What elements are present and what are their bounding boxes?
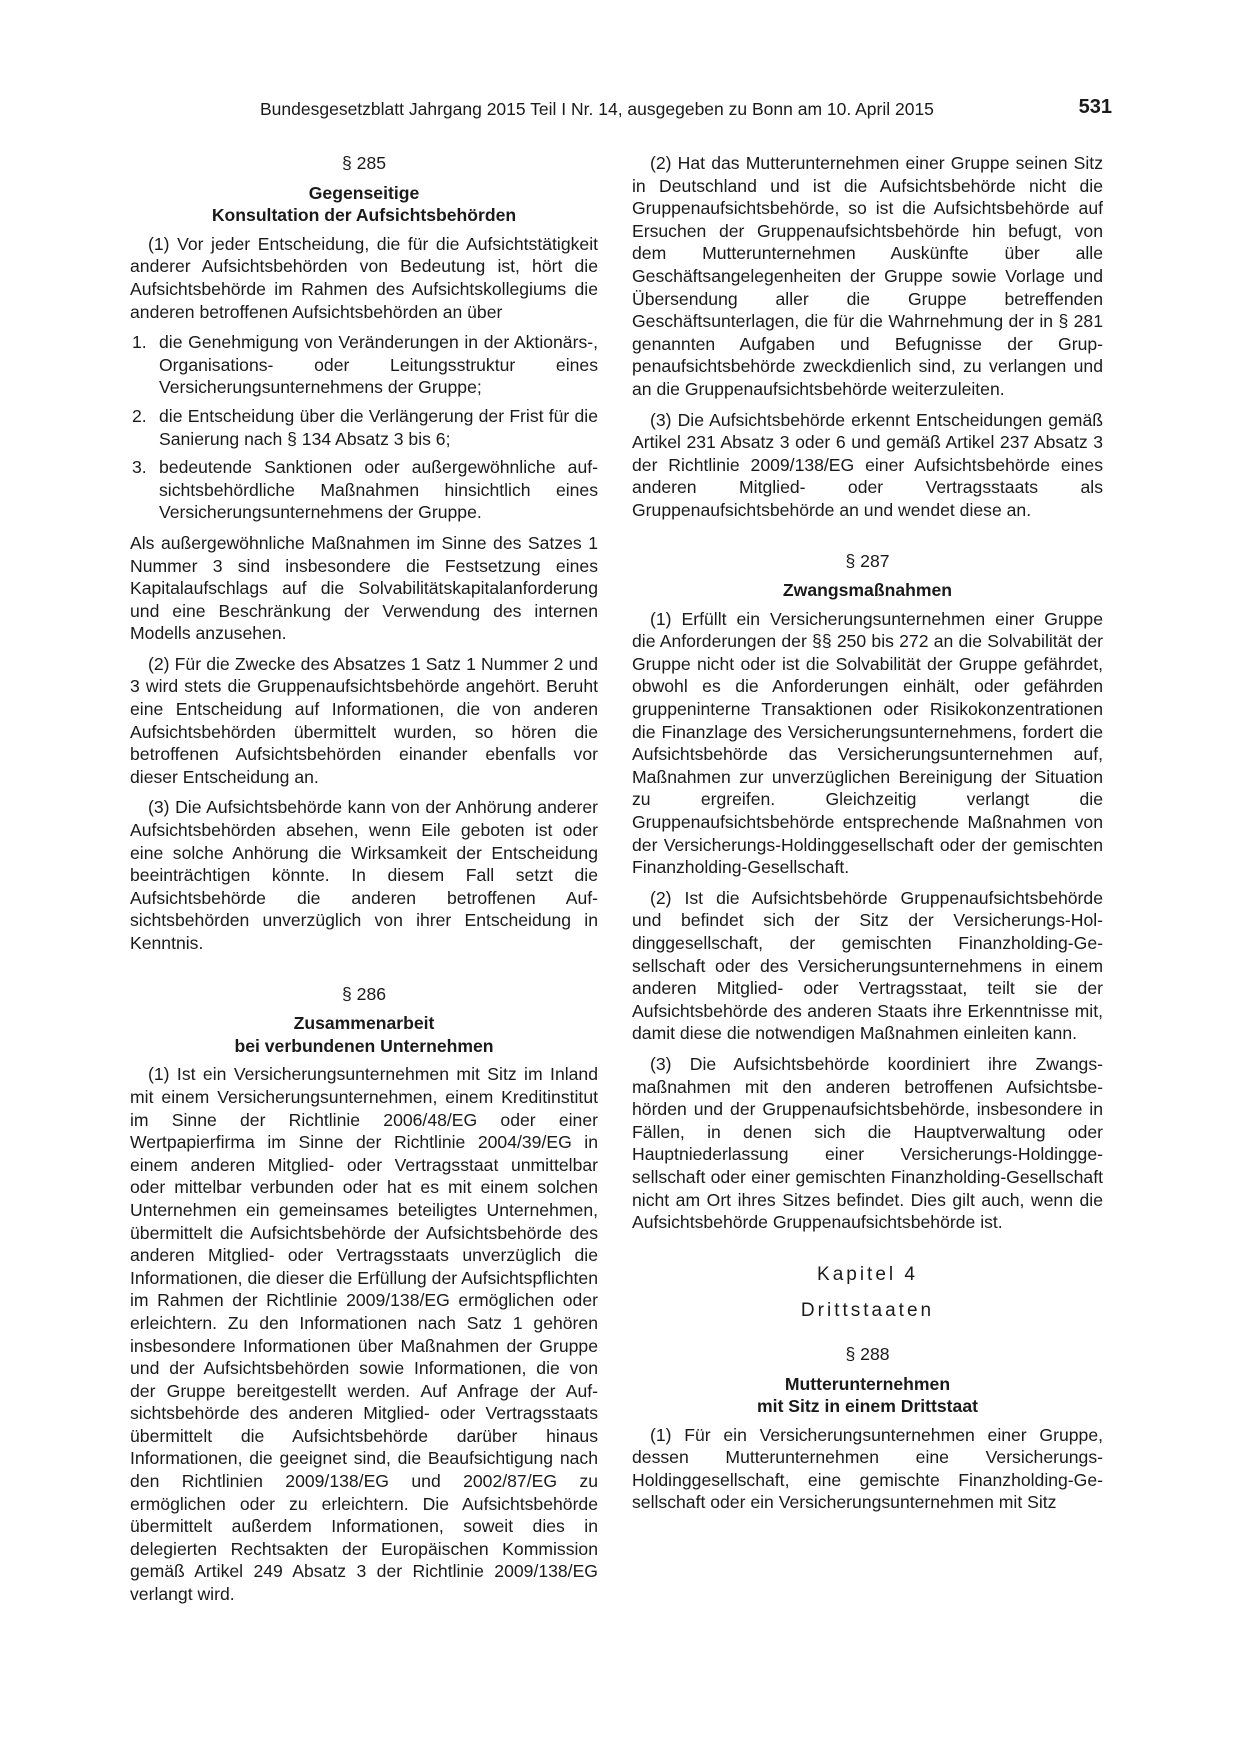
section-title-288-line2: mit Sitz in einem Drittstaat: [757, 1396, 978, 1417]
list-item-number: 1.: [132, 332, 147, 353]
paragraph-286-1: (1) Ist ein Versicherungsunternehmen mit Sitz im Inland mit einem Versicherungsunternehmen, einem Kreditinstitut im Sinne der Richtlinie 2006/48/EG oder einer Wertpapierfirma im Sinne der Richtlinie 2004/39/EG in einem anderen Mitglied- oder Vertragsstaat unmittelbar oder mittelbar verbunden oder hat es mit einem solchen Unternehmen ein gemeinsames beteiligtes Unternehmen, übermittelt die Aufsichtsbehörde der Aufsichtsbehörde des anderen Mitglied- oder Vertragsstaats unverzüglich die Informationen, die dieser die Erfüllung der Aufsichtspflichten im Rahmen der Richtlinie 2009/138/EG ermöglichen oder erleichtern. Zu den Informationen nach Satz 1 gehören insbesondere Informationen über Maßnahmen der Gruppe und der Aufsichtsbehörden sowie Informationen, die von der Gruppe bereitgestellt werden. Auf Anfrage der Aufsichtsbehörde des anderen Mitglied- oder Vertragsstaats übermittelt die Aufsichtsbehörde darüber hinaus Informationen, die geeignet sind, die Beaufsichtigung nach den Richtlinien 2009/138/EG und 2002/87/EG zu ermöglichen oder zu erleichtern. Die Aufsichtsbehörde übermittelt außerdem Informationen, soweit dies in delegierten Rechtsakten der Europäischen Kommission gemäß Artikel 249 Absatz 3 der Richtlinie 2009/138/EG verlangt wird.: [130, 1064, 598, 1605]
section-title-288-line1: Mutterunternehmen: [784, 1373, 951, 1394]
chapter-title: Drittstaaten: [800, 1300, 935, 1322]
section-title-285-line2: Konsultation der Aufsichtsbehörden: [211, 205, 517, 226]
list-item: [130, 456, 598, 524]
section-title-288: [632, 1373, 1103, 1418]
left-column: [130, 152, 598, 1614]
section-number-286: § 286: [341, 983, 387, 1004]
running-title: Bundesgesetzblatt Jahrgang 2015 Teil I Nr. 14, ausgegeben zu Bonn am 10. April 2015: [260, 99, 934, 119]
chapter-label: Kapitel 4: [817, 1263, 918, 1285]
section-title-285: [130, 182, 598, 227]
section-title-287: Zwangsmaßnahmen: [782, 580, 953, 601]
list-item-text: die Entscheidung über die Verlängerung der Frist für die Sanierung nach § 134 Absatz 3 bis 6;: [159, 405, 598, 449]
page-number: 531: [1078, 96, 1112, 118]
paragraph-286-2: (2) Hat das Mutterunternehmen einer Gruppe seinen Sitz in Deutschland und ist die Aufsichtsbehörde nicht die Gruppenaufsichtsbehörde, so ist die Aufsichtsbehörde auf Ersuchen der Gruppenaufsichtsbehörde hin befugt, von dem Mutterunternehmen Auskünfte über alle Geschäftsangelegenheiten der Gruppe sowie Vorlage und Übersendung aller die Gruppe betreffenden Geschäftsunterlagen, die für die Wahrnehmung der in § 281 genannten Aufgaben und Befugnisse der Gruppenaufsichtsbehörde zweckdienlich sind, zu verlangen und an die Gruppenaufsichtsbehörde weiterzuleiten.: [632, 153, 1103, 399]
paragraph-287-1: (1) Erfüllt ein Versicherungsunternehmen einer Gruppe die Anforderungen der §§ 250 bis 272 an die Solvabilität der Gruppe nicht oder ist die Solvabilität der Gruppe gefährdet, obwohl es die Anforderungen einhält, oder gefährden gruppeninterne Transaktionen oder Risikokonzentrationen die Finanzlage des Versicherungsunternehmens, fordert die Aufsichtsbehörde das Versicherungsunternehmen auf, Maßnahmen zur unverzüglichen Bereinigung der Situation zu ergreifen. Gleichzeitig verlangt die Gruppenaufsichtsbehörde entsprechende Maßnahmen von der Versicherungs-Holdinggesellschaft oder der gemischten Finanzholding-Gesellschaft.: [632, 608, 1103, 878]
section-title-286-line2: bei verbundenen Unternehmen: [234, 1035, 494, 1056]
list-item-number: 2.: [132, 405, 147, 426]
list-285: [130, 331, 598, 524]
running-header: [260, 96, 1112, 125]
paragraph-285-3: (3) Die Aufsichtsbehörde kann von der Anhörung anderer Aufsichtsbehörden absehen, wenn Eile geboten ist oder eine solche Anhörung die Wirksamkeit der Entscheidung beeinträchtigen könnte. In diesem Fall setzt die Aufsichtsbehörde die anderen betroffenen Aufsichtsbehörden unverzüglich von ihrer Entscheidung in Kenntnis.: [130, 797, 598, 953]
paragraph-285-1-cont: Als außergewöhnliche Maßnahmen im Sinne des Satzes 1 Nummer 3 sind insbesondere die Festsetzung eines Kapitalaufschlags auf die Solvabilitätskapitalanforderung und eine Beschränkung der Verwendung des internen Modells anzusehen.: [130, 532, 598, 644]
paragraph-287-2: (2) Ist die Aufsichtsbehörde Gruppenaufsichtsbehörde und befindet sich der Sitz der Versicherungs-Holdinggesellschaft, der gemischten Finanzholding-Gesellschaft oder des Versicherungsunternehmens in einem anderen Mitglied- oder Vertragsstaat, teilt sie der Aufsichtsbehörde des anderen Staats ihre Erkenntnisse mit, damit diese die notwendigen Maßnahmen einleiten kann.: [632, 887, 1103, 1044]
list-item-text: die Genehmigung von Veränderungen in der Aktionärs-, Organisations- oder Leitungsstruktur eines Versicherungsunternehmens der Gruppe;: [159, 332, 598, 398]
list-item: [130, 331, 598, 399]
list-item-number: 3.: [132, 457, 147, 478]
section-number-287: § 287: [845, 550, 890, 571]
section-number-285: § 285: [341, 153, 387, 173]
right-column: [632, 152, 1103, 1522]
section-number-288: § 288: [845, 1343, 890, 1364]
paragraph-287-3: (3) Die Aufsichtsbehörde koordiniert ihre Zwangsmaßnahmen mit den anderen betroffenen Aufsichtsbehörden und der Gruppenaufsichtsbehörde, insbesondere in Fällen, in denen sich die Hauptverwaltung oder Hauptniederlassung einer Versicherungs-Holdinggesellschaft oder einer gemischten Finanzholding-Gesellschaft nicht am Ort ihres Sitzes befindet. Dies gilt auch, wenn die Aufsichtsbehörde Gruppenaufsichtsbehörde ist.: [632, 1053, 1103, 1233]
paragraph-286-3: (3) Die Aufsichtsbehörde erkennt Entscheidungen gemäß Artikel 231 Absatz 3 oder 6 und gemäß Artikel 237 Absatz 3 der Richtlinie 2009/138/EG einer Aufsichtsbehörde eines anderen Mitglied- oder Vertragsstaats als Gruppenaufsichtsbehörde an und wendet diese an.: [632, 409, 1103, 520]
section-title-285-line1: Gegenseitige: [308, 182, 420, 203]
list-item: [130, 405, 598, 450]
paragraph-288-1: (1) Für ein Versicherungsunternehmen einer Gruppe, dessen Mutterunternehmen eine Versicherungs-Holdinggesellschaft, eine gemischte Finanzholding-Gesellschaft oder ein Versicherungsunternehmen mit Sitz: [632, 1424, 1103, 1513]
section-title-286: [130, 1012, 598, 1057]
section-title-286-line1: Zusammenarbeit: [293, 1013, 435, 1034]
paragraph-285-1: (1) Vor jeder Entscheidung, die für die Aufsichtstätigkeit anderer Aufsichtsbehörden von Bedeutung ist, hört die Aufsichtsbehörde im Rahmen des Aufsichtskollegiums die anderen betroffenen Aufsichtsbehörden an über: [130, 233, 598, 322]
list-item-text: bedeutende Sanktionen oder außergewöhnliche aufsichtsbehördliche Maßnahmen hinsichtlich eines Versicherungsunternehmens der Gruppe.: [159, 457, 598, 523]
paragraph-285-2: (2) Für die Zwecke des Absatzes 1 Satz 1 Nummer 2 und 3 wird stets die Gruppenaufsichtsbehörde angehört. Beruht eine Entscheidung auf Informationen, die von anderen Aufsichtsbehörden übermittelt wurden, so hören die betroffenen Aufsichtsbehörden einander ebenfalls vor dieser Entscheidung an.: [130, 653, 598, 787]
